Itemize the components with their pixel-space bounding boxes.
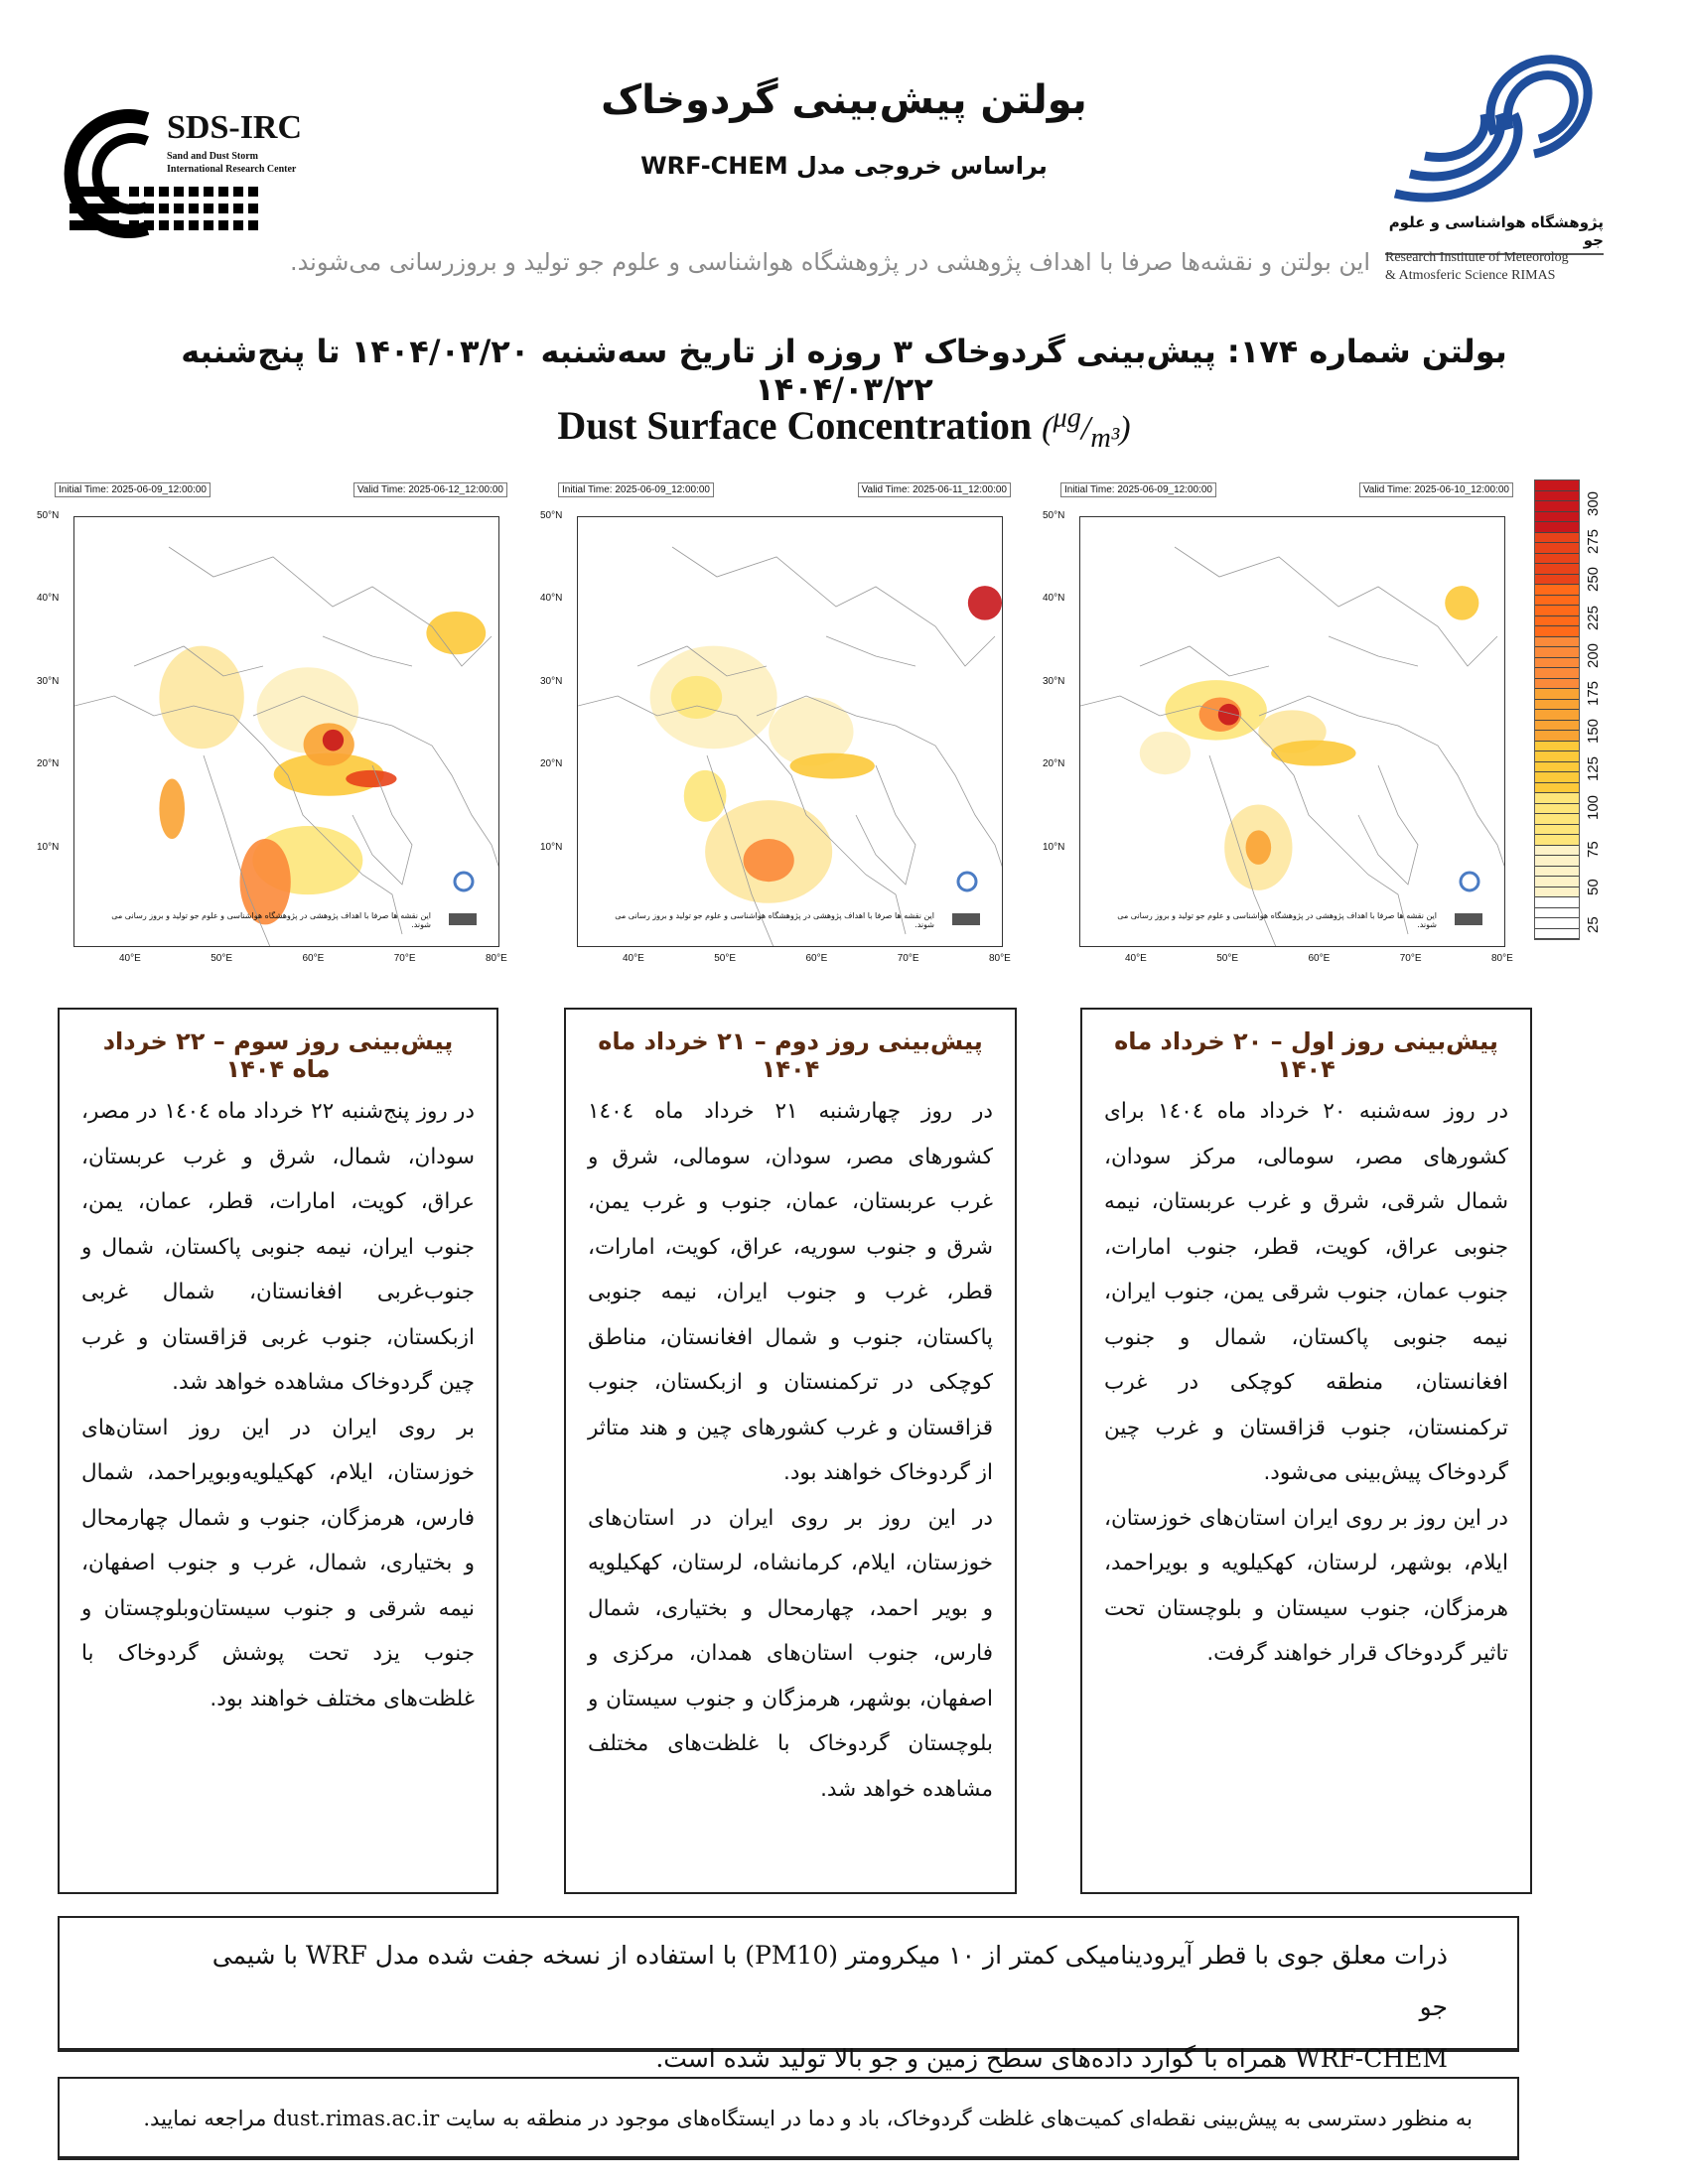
forecast-paragraph: در روز پنج‌شنبه ۲۲ خرداد ماه ١٤٠٤ در مصر، سودان، شمال، شرق و غرب عربستان، عراق، کویت، امارات، قطر، عمان، یمن، جنوب ایران، نیمه جنوبی پاکستان، شمال و جنوب‌غربی افغانستان، شمال غربی ازبکستان، جنوب غربی قزاقستان و غرب چین گردوخاک مشاهده خواهد شد. (81, 1099, 475, 1395)
lat-tick-label: 20°N (37, 758, 60, 770)
lat-tick-label: 30°N (37, 675, 60, 687)
unit-denominator: m³ (1090, 422, 1120, 454)
lat-tick-label: 30°N (1043, 675, 1065, 687)
figure-title-text: Dust Surface Concentration (557, 403, 1033, 448)
rimas-watermark-icon (455, 873, 473, 890)
colorbar-label: 250 (1585, 567, 1602, 593)
disclaimer-text: این بولتن و نقشه‌ها صرفا با اهداف پژوهشی در پژوهشگاه هواشناسی و علوم جو تولید و بروزرسانی می‌شوند. (289, 248, 1370, 276)
colorbar-step (1535, 856, 1579, 867)
lon-tick-label: 80°E (1491, 953, 1513, 964)
bulletin-heading: بولتن شماره ۱۷۴: پیش‌بینی گردوخاک ۳ روزه از تاریخ سه‌شنبه ۱۴۰۴/۰۳/۲۰ تا پنج‌شنبه ۱۴۰۴/۰۳/۲۲ (181, 333, 1507, 408)
lat-tick-label: 10°N (1043, 841, 1065, 853)
sds-irc-name: SDS-IRC (167, 109, 303, 146)
model-note-line1: ذرات معلق جوی با قطر آیرودینامیکی کمتر از ۱۰ میکرومتر (PM10) با استفاده از نسخه جفت شده مدل WRF با شیمی جو (211, 1941, 1448, 2021)
dust-plume (426, 612, 486, 654)
map-disclaimer: این نقشه ها صرفا با اهداف پژوهشی در پژوهشگاه هواشناسی و علوم جو تولید و بروز رسانی می شوند. (1117, 911, 1437, 929)
valid-time-label: Valid Time: 2025-06-11_12:00:00 (858, 482, 1011, 497)
lat-tick-label: 10°N (37, 841, 60, 853)
forecast-title: پیش‌بینی روز دوم – ۲۱ خرداد ماه ۱۴۰۴ (598, 1027, 983, 1083)
colorbar-step (1535, 512, 1579, 523)
lat-tick-label: 50°N (37, 510, 60, 521)
lon-tick-label: 60°E (1308, 953, 1331, 964)
lon-tick-label: 50°E (1216, 953, 1239, 964)
lat-tick-label: 40°N (37, 593, 60, 605)
colorbar-step (1535, 835, 1579, 846)
colorbar-step (1535, 793, 1579, 804)
dust-plume (1246, 830, 1272, 865)
colorbar-step (1535, 721, 1579, 732)
colorbar-step (1535, 543, 1579, 554)
figure-title (397, 402, 1291, 455)
colorbar-step (1535, 658, 1579, 669)
lat-tick-label: 40°N (540, 593, 563, 605)
colorbar-step (1535, 825, 1579, 836)
forecast-paragraph: در روز سه‌شنبه ۲۰ خرداد ماه ١٤٠٤ برای کشورهای مصر، سومالی، مرکز سودان، شمال شرقی، شرق و غرب عربستان، نیمه جنوبی عراق، کویت، قطر، جنوب امارات، جنوب عمان، جنوب شرقی یمن، جنوب ایران، نیمه جنوبی پاکستان، شمال و جنوب افغانستان، منطقه کوچکی در غرب ترکمنستان، جنوب قزاقستان و غرب چین گردوخاک پیش‌بینی می‌شود. (1104, 1099, 1509, 1485)
dust-plume (968, 586, 1002, 620)
forecast-title: پیش‌بینی روز سوم – ۲۲ خرداد ماه ۱۴۰۴ (102, 1027, 454, 1083)
colorbar-step (1535, 596, 1579, 607)
colorbar-step (1535, 918, 1579, 929)
forecast-paragraph-iran: در این روز بر روی ایران در استان‌های خوزستان، ایلام، کرمانشاه، لرستان، کهکیلویه و بویر احمد، چهارمحال و بختیاری، شمال فارس، جنوب استان‌های همدان، مرکزی و اصفهان، بوشهر، هرمزگان و جنوب سیستان و بلوچستان گردوخاک با غلظت‌های مختلف مشاهده خواهد شد. (588, 1505, 993, 1802)
colorbar-step (1535, 554, 1579, 565)
initial-time-label: Initial Time: 2025-06-09_12:00:00 (1060, 482, 1216, 497)
dust-plume (346, 770, 396, 787)
colorbar-step (1535, 626, 1579, 637)
colorbar-step (1535, 897, 1579, 908)
dust-plume (684, 770, 727, 822)
dust-plume (671, 676, 722, 719)
lon-tick-label: 80°E (486, 953, 507, 964)
colorbar-step (1535, 887, 1579, 898)
colorbar-step (1535, 585, 1579, 596)
colorbar-label: 275 (1585, 529, 1602, 555)
forecast-title: پیش‌بینی روز اول – ۲۰ خرداد ماه ۱۴۰۴ (1114, 1027, 1498, 1083)
forecast-paragraph: در روز چهارشنبه ۲۱ خرداد ماه ١٤٠٤ کشورهای مصر، سودان، سومالی، شرق و غرب عربستان، عمان، جنوب و غرب یمن، شرق و جنوب سوریه، عراق، کویت، امارات، قطر، غرب و جنوب ایران، نیمه جنوبی پاکستان، جنوب و شمال افغانستان، مناطق کوچکی در ترکمنستان و ازبکستان، جنوب قزاقستان و غرب کشورهای چین و هند متاثر از گردوخاک خواهند بود. (588, 1099, 994, 1485)
colorbar-step (1535, 751, 1579, 762)
colorbar-step (1535, 606, 1579, 616)
forecast-box-day3 (58, 1008, 498, 1894)
lon-tick-label: 60°E (805, 953, 828, 964)
model-note-line2: WRF-CHEM همراه با گوارد داده‌های سطح زمین و جو بالا تولید شده است. (655, 2044, 1448, 2073)
colorbar-label: 75 (1585, 841, 1602, 858)
dust-plume (1218, 704, 1239, 726)
dust-plume (159, 646, 243, 750)
colorbar-step (1535, 908, 1579, 919)
lon-tick-label: 50°E (211, 953, 233, 964)
colorbar-step (1535, 783, 1579, 794)
dust-plume (744, 839, 794, 882)
forecast-paragraph-iran: در این روز بر روی ایران استان‌های خوزستان، ایلام، بوشهر، لرستان، کهکیلویه و بویراحمد، هرمزگان، جنوب سیستان و بلوچستان تحت تاثیر گردوخاک قرار خواهند گرفت. (1104, 1505, 1508, 1666)
lon-tick-label: 70°E (897, 953, 919, 964)
colorbar-step (1535, 762, 1579, 773)
colorbar-step (1535, 877, 1579, 887)
forecast-paragraph-iran: بر روی ایران در این روز استان‌های خوزستان، ایلام، کهکیلویه‌وبویراحمد، شمال فارس، هرمزگان، جنوب و شمال چهارمحال و بختیاری، شمال، غرب و جنوب اصفهان، نیمه شرقی و جنوب سیستان‌وبلوچستان و جنوب یزد تحت پوشش گردوخاک با غلظت‌های مختلف خواهند بود. (81, 1415, 475, 1711)
colorbar-step (1535, 668, 1579, 679)
colorbar-step (1535, 772, 1579, 783)
colorbar-step (1535, 501, 1579, 512)
forecast-map-day3 (37, 475, 521, 971)
page-subtitle: براساس خروجی مدل WRF-CHEM (640, 152, 1048, 180)
colorbar-label: 150 (1585, 719, 1602, 745)
rimas-name-fa: پژوهشگاه هواشناسی و علوم جو (1385, 213, 1604, 255)
colorbar-step (1535, 616, 1579, 627)
lat-tick-label: 50°N (1043, 510, 1065, 521)
map-disclaimer: این نقشه ها صرفا با اهداف پژوهشی در پژوهشگاه هواشناسی و علوم جو تولید و بروز رسانی می شوند. (111, 911, 431, 929)
forecast-box-day1 (1080, 1008, 1532, 1894)
colorbar-step (1535, 710, 1579, 721)
lat-tick-label: 40°N (1043, 593, 1065, 605)
colorbar-label: 50 (1585, 879, 1602, 895)
site-note-box (58, 2077, 1519, 2158)
colorbar-step (1535, 700, 1579, 711)
page-title: بولتن پیش‌بینی گردوخاک (601, 77, 1087, 123)
sds-watermark-icon (1455, 913, 1482, 925)
colorbar-step (1535, 637, 1579, 648)
dust-map-plot (577, 516, 1003, 947)
sds-watermark-icon (449, 913, 477, 925)
valid-time-label: Valid Time: 2025-06-12_12:00:00 (353, 482, 507, 497)
colorbar-label: 125 (1585, 756, 1602, 782)
map-disclaimer: این نقشه ها صرفا با اهداف پژوهشی در پژوهشگاه هواشناسی و علوم جو تولید و بروز رسانی می شوند. (615, 911, 934, 929)
colorbar-label: 25 (1585, 916, 1602, 934)
colorbar-step (1535, 804, 1579, 815)
colorbar-step (1535, 533, 1579, 544)
colorbar-label: 225 (1585, 605, 1602, 630)
colorbar-step (1535, 742, 1579, 752)
lon-tick-label: 40°E (623, 953, 644, 964)
valid-time-label: Valid Time: 2025-06-10_12:00:00 (1359, 482, 1513, 497)
model-note-box (58, 1916, 1519, 2073)
lon-tick-label: 70°E (1399, 953, 1422, 964)
colorbar-step (1535, 867, 1579, 878)
sds-irc-logo (38, 109, 336, 238)
sds-irc-bars-icon (70, 187, 268, 236)
colorbar (1534, 479, 1580, 940)
dust-plume (1140, 732, 1191, 774)
dust-plume (323, 730, 344, 751)
site-note: به منظور دسترسی به پیش‌بینی نقطه‌ای کمیت‌های غلظت گردوخاک، باد و دما در ایستگاه‌های موجود در منطقه به سایت dust.rimas.ac.ir مراجعه نمایید. (143, 2107, 1473, 2130)
initial-time-label: Initial Time: 2025-06-09_12:00:00 (558, 482, 714, 497)
lon-tick-label: 40°E (119, 953, 141, 964)
colorbar-label: 200 (1585, 642, 1602, 668)
colorbar-step (1535, 689, 1579, 700)
colorbar-step (1535, 575, 1579, 586)
initial-time-label: Initial Time: 2025-06-09_12:00:00 (55, 482, 211, 497)
colorbar-label: 300 (1585, 490, 1602, 516)
lat-tick-label: 20°N (540, 758, 563, 770)
colorbar-step (1535, 929, 1579, 940)
rimas-watermark-icon (1461, 873, 1478, 890)
dust-map-plot (1079, 516, 1505, 947)
unit-numerator: μg (1053, 402, 1081, 434)
rimas-name-en2: & Atmosferic Science RIMAS (1385, 268, 1556, 283)
lon-tick-label: 80°E (989, 953, 1011, 964)
colorbar-step (1535, 731, 1579, 742)
colorbar-step (1535, 522, 1579, 533)
lat-tick-label: 30°N (540, 675, 563, 687)
colorbar-step (1535, 679, 1579, 690)
figure-unit: $(^{\mu g}/_{m^3})$ (1042, 402, 1131, 454)
lon-tick-label: 70°E (393, 953, 416, 964)
colorbar-step (1535, 846, 1579, 857)
lon-tick-label: 60°E (302, 953, 325, 964)
sds-irc-line1: Sand and Dust Storm (167, 151, 258, 162)
rimas-logo (1385, 45, 1614, 293)
lat-tick-label: 10°N (540, 841, 563, 853)
sds-irc-line2: International Research Center (167, 164, 297, 175)
forecast-map-day1 (1043, 475, 1527, 971)
colorbar-step (1535, 480, 1579, 491)
forecast-box-day2 (564, 1008, 1017, 1894)
dust-plume (1271, 741, 1355, 766)
colorbar-label: 175 (1585, 680, 1602, 706)
dust-plume (1445, 586, 1478, 620)
colorbar-label: 100 (1585, 794, 1602, 820)
colorbar-step (1535, 564, 1579, 575)
dust-map-plot (73, 516, 499, 947)
dust-plume (159, 779, 185, 839)
sds-watermark-icon (952, 913, 980, 925)
colorbar-step (1535, 647, 1579, 658)
rimas-name-en1: Research Institute of Meteorolog (1385, 250, 1569, 265)
colorbar-step (1535, 814, 1579, 825)
colorbar-step (1535, 491, 1579, 502)
lon-tick-label: 50°E (714, 953, 737, 964)
lon-tick-label: 40°E (1125, 953, 1147, 964)
lat-tick-label: 50°N (540, 510, 563, 521)
rimas-watermark-icon (958, 873, 976, 890)
lat-tick-label: 20°N (1043, 758, 1065, 770)
forecast-map-day2 (540, 475, 1025, 971)
rimas-emblem-icon (1385, 45, 1604, 204)
dust-plume (790, 753, 875, 779)
